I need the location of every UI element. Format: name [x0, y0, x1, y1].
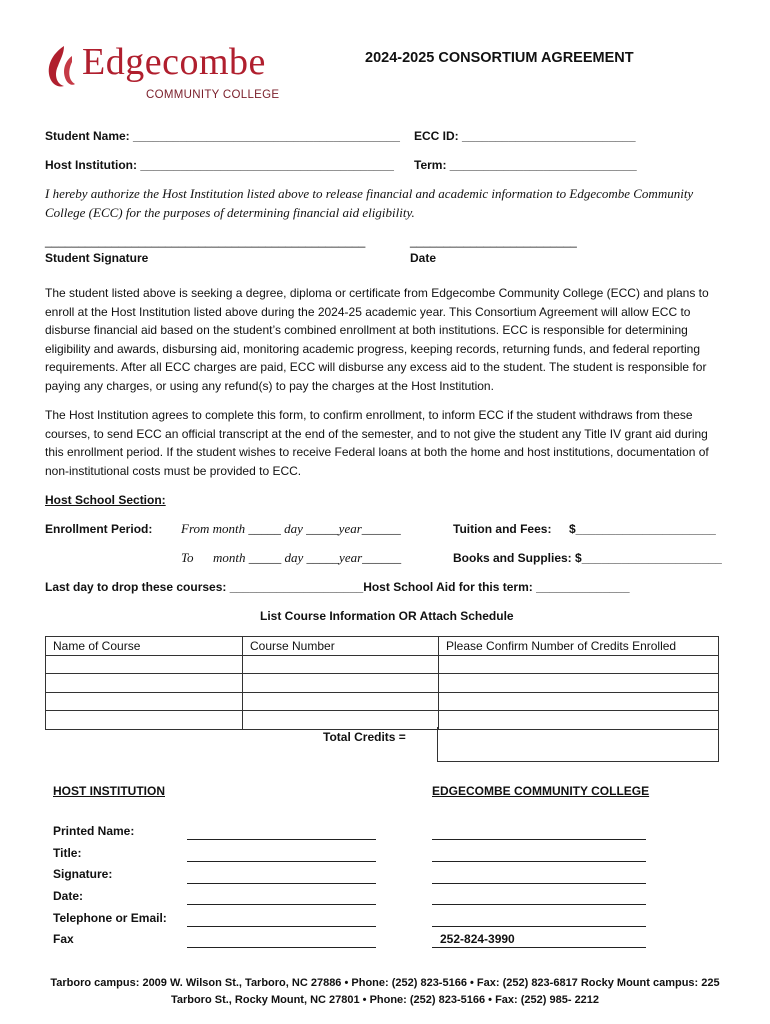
host-date-line[interactable] — [187, 904, 376, 905]
host-printed-name-line[interactable] — [187, 839, 376, 840]
tuition-label: Tuition and Fees: — [453, 522, 552, 536]
date-label: Date: — [53, 889, 84, 903]
student-signature-line[interactable]: ________________________________________________ — [45, 234, 366, 248]
course-name-cell[interactable] — [46, 692, 243, 711]
course-table-caption: List Course Information OR Attach Schedule — [260, 609, 514, 623]
course-name-cell[interactable] — [46, 674, 243, 693]
footer-line-2: Tarboro St., Rocky Mount, NC 27801 • Phone: (252) 823-5166 • Fax: (252) 985- 2212 — [170, 994, 600, 1006]
credits-cell[interactable] — [439, 692, 719, 711]
host-title-line[interactable] — [187, 861, 376, 862]
ecc-fax-number: 252-824-3990 — [440, 932, 515, 946]
ecc-date-line[interactable] — [432, 904, 646, 905]
header-course-number: Course Number — [243, 637, 439, 656]
student-name-field[interactable]: Student Name: ________________________________________ — [45, 129, 400, 143]
host-institution-field[interactable]: Host Institution: ______________________________________ — [45, 158, 394, 172]
table-row — [46, 674, 719, 693]
credits-cell[interactable] — [439, 655, 719, 674]
host-signature-line[interactable] — [187, 883, 376, 884]
student-date-line[interactable]: _________________________ — [410, 234, 577, 248]
table-row — [46, 655, 719, 674]
course-number-cell[interactable] — [243, 711, 439, 730]
ecc-printed-name-line[interactable] — [432, 839, 646, 840]
course-number-cell[interactable] — [243, 692, 439, 711]
header-credits: Please Confirm Number of Credits Enrolled — [439, 637, 719, 656]
host-fax-line[interactable] — [187, 947, 376, 948]
footer-address — [0, 975, 770, 1009]
title-label: Title: — [53, 846, 82, 860]
telephone-email-label: Telephone or Email: — [53, 911, 167, 925]
ecc-telephone-line[interactable] — [432, 926, 646, 927]
books-field[interactable]: Books and Supplies: $_____________________ — [453, 551, 722, 565]
enrollment-period-label: Enrollment Period: — [45, 522, 153, 536]
ecc-heading: EDGECOMBE COMMUNITY COLLEGE — [432, 784, 650, 798]
course-table — [45, 636, 719, 730]
table-row — [46, 692, 719, 711]
header-course-name: Name of Course — [46, 637, 243, 656]
printed-name-label: Printed Name: — [53, 824, 135, 838]
course-name-cell[interactable] — [46, 655, 243, 674]
last-day-drop-field[interactable]: Last day to drop these courses: ____________________Host School Aid for this term: ______________ — [45, 580, 630, 594]
footer-line-1: Tarboro campus: 2009 W. Wilson St., Tarboro, NC 27886 • Phone: (252) 823-5166 • Fax: (252) 823-6817 Rocky Mount campus: 225 — [50, 977, 720, 989]
ecc-fax-line — [432, 947, 646, 948]
course-number-cell[interactable] — [243, 674, 439, 693]
ecc-title-line[interactable] — [432, 861, 646, 862]
document-title: 2024-2025 CONSORTIUM AGREEMENT — [365, 50, 634, 66]
ecc-id-field[interactable]: ECC ID: __________________________ — [414, 129, 636, 143]
host-institution-heading: HOST INSTITUTION — [53, 784, 165, 798]
logo-subtitle: COMMUNITY COLLEGE — [146, 89, 280, 101]
host-telephone-line[interactable] — [187, 926, 376, 927]
host-agreement-paragraph: The Host Institution agrees to complete this form, to confirm enrollment, to inform ECC if the student withdraws from these courses, to send ECC an official transcript at the end of the semester, and to not give the student any Title IV grant aid during this enrollment period. If the student wishes to receive Federal loans at both the home and host institutions, documentation of non-institutional costs must be provided to ECC. — [45, 408, 709, 478]
consortium-paragraph: The student listed above is seeking a degree, diploma or certificate from Edgecombe Community College (ECC) and plans to enroll at the Host Institution listed above during the 2024-25 academic year. This Consortium Agreement will allow ECC to disburse financial aid based on the student’s combined enrollment at both institutions. ECC is responsible for determining eligibility and awards, disbursing aid, monitoring academic progress, keeping records, returning funds, and federal reporting requirements. After all ECC charges are paid, ECC will disburse any excess aid to the student. The student is responsible for paying any charges, or using any refund(s) to pay the charges at the Host Institution. — [45, 286, 709, 393]
authorization-text: I hereby authorize the Host Institution listed above to release financial and academic information to Edgecombe Community College (ECC) for the purposes of determining financial aid eligibility. — [45, 186, 694, 220]
fax-label: Fax — [53, 932, 74, 946]
host-section-heading: Host School Section: — [45, 493, 166, 507]
tuition-field[interactable]: $_____________________ — [569, 522, 716, 536]
course-number-cell[interactable] — [243, 655, 439, 674]
logo-wordmark: Edgecombe — [82, 41, 266, 83]
flame-icon — [42, 44, 78, 92]
total-credits-label: Total Credits = — [323, 730, 406, 744]
college-logo — [42, 41, 282, 106]
enrollment-to-field[interactable]: To month _____ day _____year______ — [181, 550, 402, 565]
ecc-signature-line[interactable] — [432, 883, 646, 884]
total-credits-field[interactable] — [437, 727, 719, 762]
student-signature-label: Student Signature — [45, 251, 149, 265]
signature-label: Signature: — [53, 867, 113, 881]
credits-cell[interactable] — [439, 674, 719, 693]
table-header-row — [46, 637, 719, 656]
course-name-cell[interactable] — [46, 711, 243, 730]
student-date-label: Date — [410, 251, 437, 265]
enrollment-from-field[interactable] — [181, 521, 401, 537]
term-field[interactable]: Term: ____________________________ — [414, 158, 637, 172]
enrollment-from-text: From month _____ day _____year______ — [181, 521, 401, 536]
